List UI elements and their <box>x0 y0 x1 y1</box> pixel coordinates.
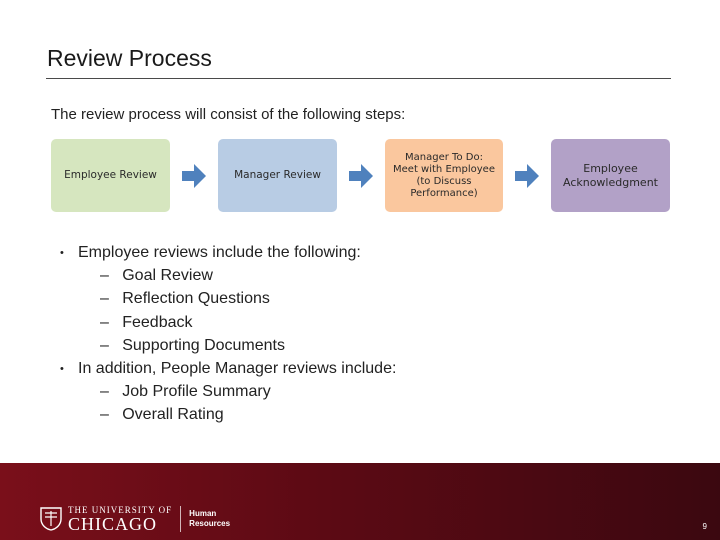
step-label: Employee Acknowledgment <box>562 162 658 189</box>
step-manager-review <box>218 139 337 212</box>
footer-bar <box>0 463 720 540</box>
list-subitem: – Reflection Questions <box>100 290 270 307</box>
list-subitem: – Supporting Documents <box>100 337 285 354</box>
university-logo <box>40 505 230 533</box>
right-arrow-icon <box>515 164 539 188</box>
university-main-text: CHICAGO <box>68 514 158 534</box>
list-subitem: – Overall Rating <box>100 406 224 423</box>
list-item: In addition, People Manager reviews include: <box>78 360 397 377</box>
subitem-text: Goal Review <box>122 267 213 284</box>
right-arrow-icon <box>349 164 373 188</box>
step-manager-to-do <box>385 139 503 212</box>
department-name <box>189 509 230 529</box>
right-arrow-icon <box>182 164 206 188</box>
subitem-text: Job Profile Summary <box>122 383 271 400</box>
step-label: Manager To Do: Meet with Employee (to Discuss Performance) <box>393 151 495 199</box>
subitem-text: Reflection Questions <box>122 290 270 307</box>
list-item: Employee reviews include the following: <box>78 244 361 261</box>
bullet-icon: • <box>60 363 64 375</box>
subitem-text: Overall Rating <box>122 406 224 423</box>
list-subitem: – Goal Review <box>100 267 213 284</box>
subitem-text: Feedback <box>122 314 193 331</box>
intro-text: The review process will consist of the following steps: <box>51 106 406 123</box>
subitem-text: Supporting Documents <box>122 337 285 354</box>
university-shield-icon <box>40 507 62 531</box>
bullet-icon: • <box>60 247 64 259</box>
page-number: 9 <box>702 522 707 531</box>
step-label: Employee Review <box>64 169 157 182</box>
step-employee-review <box>51 139 170 212</box>
logo-divider <box>180 506 181 532</box>
list-subitem: – Job Profile Summary <box>100 383 271 400</box>
step-label: Manager Review <box>234 169 321 182</box>
department-line: Resources <box>189 519 231 528</box>
list-subitem: – Feedback <box>100 314 193 331</box>
department-line: Human <box>189 509 217 518</box>
title-divider <box>46 78 671 79</box>
step-employee-acknowledgment <box>551 139 670 212</box>
university-top-text: THE UNIVERSITY OF <box>68 505 173 515</box>
university-wordmark <box>68 505 172 533</box>
slide-title: Review Process <box>47 45 212 71</box>
